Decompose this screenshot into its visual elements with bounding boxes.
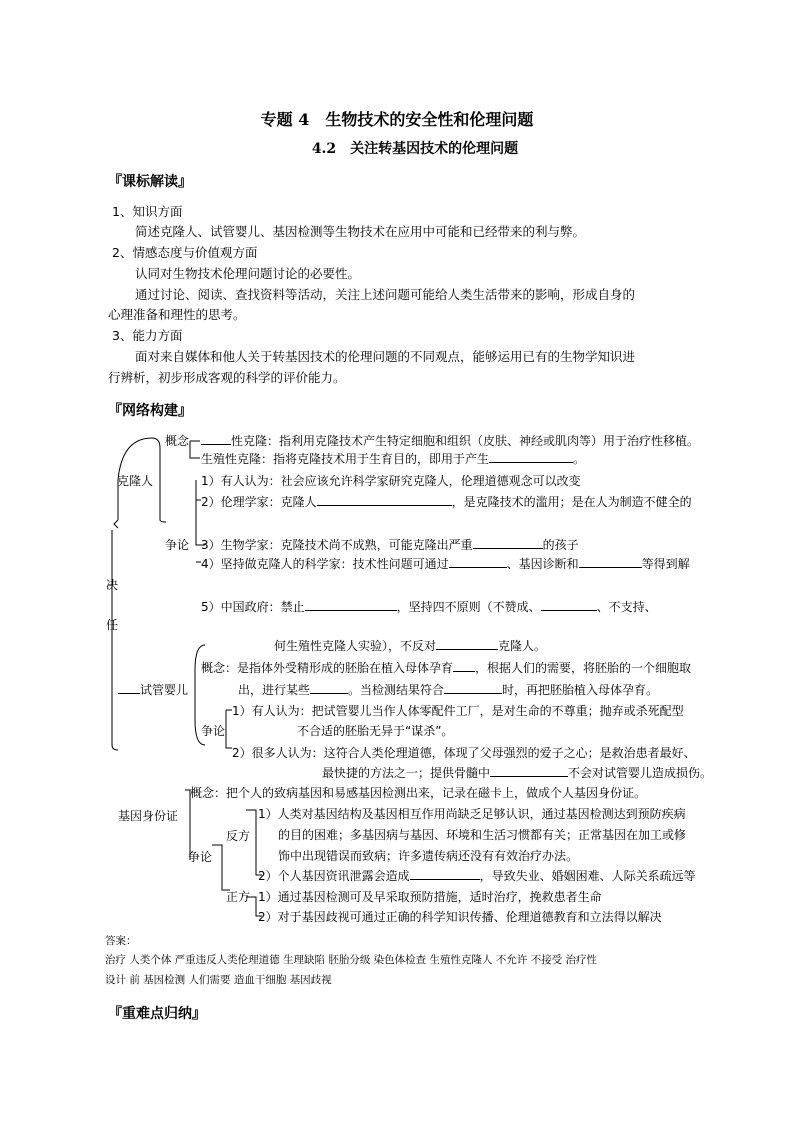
gene-concept: 概念：把个人的致病基因和易感基因检测出来，记录在磁卡上，做成个人基因身份证。 xyxy=(190,786,647,800)
bracket-char-jue: 决 xyxy=(106,578,119,592)
gene-con-label: 反方 xyxy=(226,829,251,843)
ivf-concept-a: 概念：是指体外受精形成的胚胎在植入母体孕育 xyxy=(201,661,454,675)
ivf-debate-2a: 2）很多人认为：这符合人类伦理道德，体现了父母强烈的爱子之心；是救治患者最好、 xyxy=(232,746,696,760)
page-title: 专题 4 生物技术的安全性和伦理问题 xyxy=(260,110,534,129)
section-zhongnan-heading: 『重难点归纳』 xyxy=(108,1006,206,1022)
clone-reproductive-line: 生殖性克隆：指将克隆技术用于生育目的，即用于产生 。 xyxy=(201,452,586,466)
gene-debate-label: 争论 xyxy=(188,850,213,864)
ivf-concept-d: 。当检测结果符合 xyxy=(348,683,445,697)
clone-debate-5d-a: 何生殖性克隆人实验），不反对 xyxy=(274,639,437,653)
clone-debate-5d-b: 克隆人。 xyxy=(498,639,547,653)
gene-pro-label: 正方 xyxy=(226,890,251,904)
clone-debate-4c: 等得到解 xyxy=(641,557,690,571)
clone-debate-3a: 3）生物学家：克隆技术尚不成熟，可能克隆出严重 xyxy=(201,538,473,552)
clone-debate-2b: ，是克隆技术的滥用；是在人为制造不健全的 xyxy=(451,495,692,509)
clone-debate-3b: 的孩子 xyxy=(542,538,579,552)
clone-reproductive-text: 生殖性克隆：指将克隆技术用于生育目的，即用于产生 xyxy=(201,452,490,466)
ivf-node xyxy=(118,682,188,698)
clone-debate-5 xyxy=(201,599,657,615)
gene-con-2a: 2）个人基因资讯泄露会造成 xyxy=(258,869,410,883)
clone-therapeutic-text: 性克隆：指利用克隆技术产生特定细胞和组织（皮肤、神经或肌肉等）用于治疗性移植。 xyxy=(231,434,700,448)
clone-debate-4 xyxy=(201,556,690,572)
clone-debate-1: 1）有人认为：社会应该允许科学家研究克隆人，伦理道德观念可以改变 xyxy=(201,474,581,488)
clone-debate-2 xyxy=(201,494,692,510)
gene-con-1a: 1）人类对基因结构及基因相互作用尚缺乏足够认识，通过基因检测达到预防疾病 xyxy=(258,807,686,821)
section-wangluo-heading: 『网络构建』 xyxy=(108,403,192,419)
objective-attitude-text2b: 心理准备和理性的思考。 xyxy=(108,307,246,322)
clone-debate-2a: 2）伦理学家：克隆人 xyxy=(201,495,317,509)
gene-con-1c: 饰中出现错误而致病；许多遗传病还没有有效治疗办法。 xyxy=(278,849,579,863)
gene-pro-2: 2）对于基因歧视可通过正确的科学知识传播、伦理道德教育和立法得以解决 xyxy=(258,910,662,924)
clone-therapeutic-line xyxy=(201,433,699,449)
ivf-debate-2b-line xyxy=(322,765,712,781)
ivf-concept-e: 时，再把胚胎植入母体孕育。 xyxy=(502,683,659,697)
clone-node: 克隆人 xyxy=(117,474,154,488)
gene-con-2b: ，导致失业、婚姻困难、人际关系疏远等 xyxy=(479,869,696,883)
page-subtitle: 4.2 关注转基因技术的伦理问题 xyxy=(311,141,519,157)
clone-debate-label: 争论 xyxy=(165,538,190,552)
clone-debate-3 xyxy=(201,537,579,553)
ivf-debate-1a: 1）有人认为：把试管婴儿当作人体零配件工厂，是对生命的不尊重；抛弃或杀死配型 xyxy=(232,704,684,718)
objective-knowledge-heading: 1、知识方面 xyxy=(112,204,183,219)
gene-con-2 xyxy=(258,868,696,884)
objective-knowledge-text: 简述克隆人、试管婴儿、基因检测等生物技术在应用中可能和已经带来的利与弊。 xyxy=(135,224,586,239)
ivf-debate-2c: 不会对试管婴儿造成损伤。 xyxy=(568,766,713,780)
clone-debate-4b: 、基因诊断和 xyxy=(506,557,579,571)
answers-label: 答案： xyxy=(105,935,137,947)
gene-pro-1: 1）通过基因检测可及早采取预防措施，适时治疗，挽救患者生命 xyxy=(258,890,602,904)
objective-attitude-text2a: 通过讨论、阅读、查找资料等活动，关注上述问题可能给人类生活带来的影响，形成自身的 xyxy=(135,287,636,302)
objective-ability-text-a: 面对来自媒体和他人关于转基因技术的伦理问题的不同观点，能够运用已有的生物学知识进 xyxy=(135,349,636,364)
ivf-concept-c: 出，进行某些 xyxy=(238,683,311,697)
objective-ability-heading: 3、能力方面 xyxy=(112,328,183,343)
clone-debate-5c: 、不支持、 xyxy=(596,600,657,614)
section-kebiao-heading: 『课标解读』 xyxy=(108,174,192,190)
answers-line1: 治疗 人类个体 严重违反人类伦理道德 生理缺陷 胚胎分级 染色体检查 生殖性克隆人 不允许 不接受 治疗性 xyxy=(105,954,598,966)
ivf-node-label: 试管婴儿 xyxy=(140,683,189,697)
clone-debate-4a: 4）坚持做克隆人的科学家：技术性问题可通过 xyxy=(201,557,449,571)
ivf-concept-line2 xyxy=(238,682,658,698)
ivf-concept-b: ，根据人们的需要，将胚胎的一个细胞取 xyxy=(475,661,692,675)
objective-attitude-text1: 认同对生物技术伦理问题讨论的必要性。 xyxy=(135,266,361,281)
gene-id-node: 基因身份证 xyxy=(118,809,179,823)
ivf-concept-line1 xyxy=(201,660,691,676)
ivf-debate-2b: 最快捷的方法之一；提供骨髓中 xyxy=(322,766,491,780)
objective-ability-text-b: 行辨析，初步形成客观的科学的评价能力。 xyxy=(108,370,346,385)
answers-line2: 设计 前 基因检测 人们需要 造血干细胞 基因歧视 xyxy=(105,974,332,986)
ivf-debate-1b: 不合适的胚胎无异于“谋杀”。 xyxy=(297,724,454,738)
objective-attitude-heading: 2、情感态度与价值观方面 xyxy=(112,245,258,260)
clone-debate-5a: 5）中国政府：禁止 xyxy=(201,600,305,614)
bracket-char-ren: 任 xyxy=(106,618,119,632)
gene-con-1b: 的目的困难；多基因病与基因、环境和生活习惯都有关；正常基因在加工或修 xyxy=(278,828,687,842)
clone-concept-label: 概念 xyxy=(165,434,190,448)
clone-debate-5-cont xyxy=(274,638,546,654)
clone-debate-5b: ，坚持四不原则（不赞成、 xyxy=(396,600,541,614)
ivf-debate-label: 争论 xyxy=(201,724,226,738)
